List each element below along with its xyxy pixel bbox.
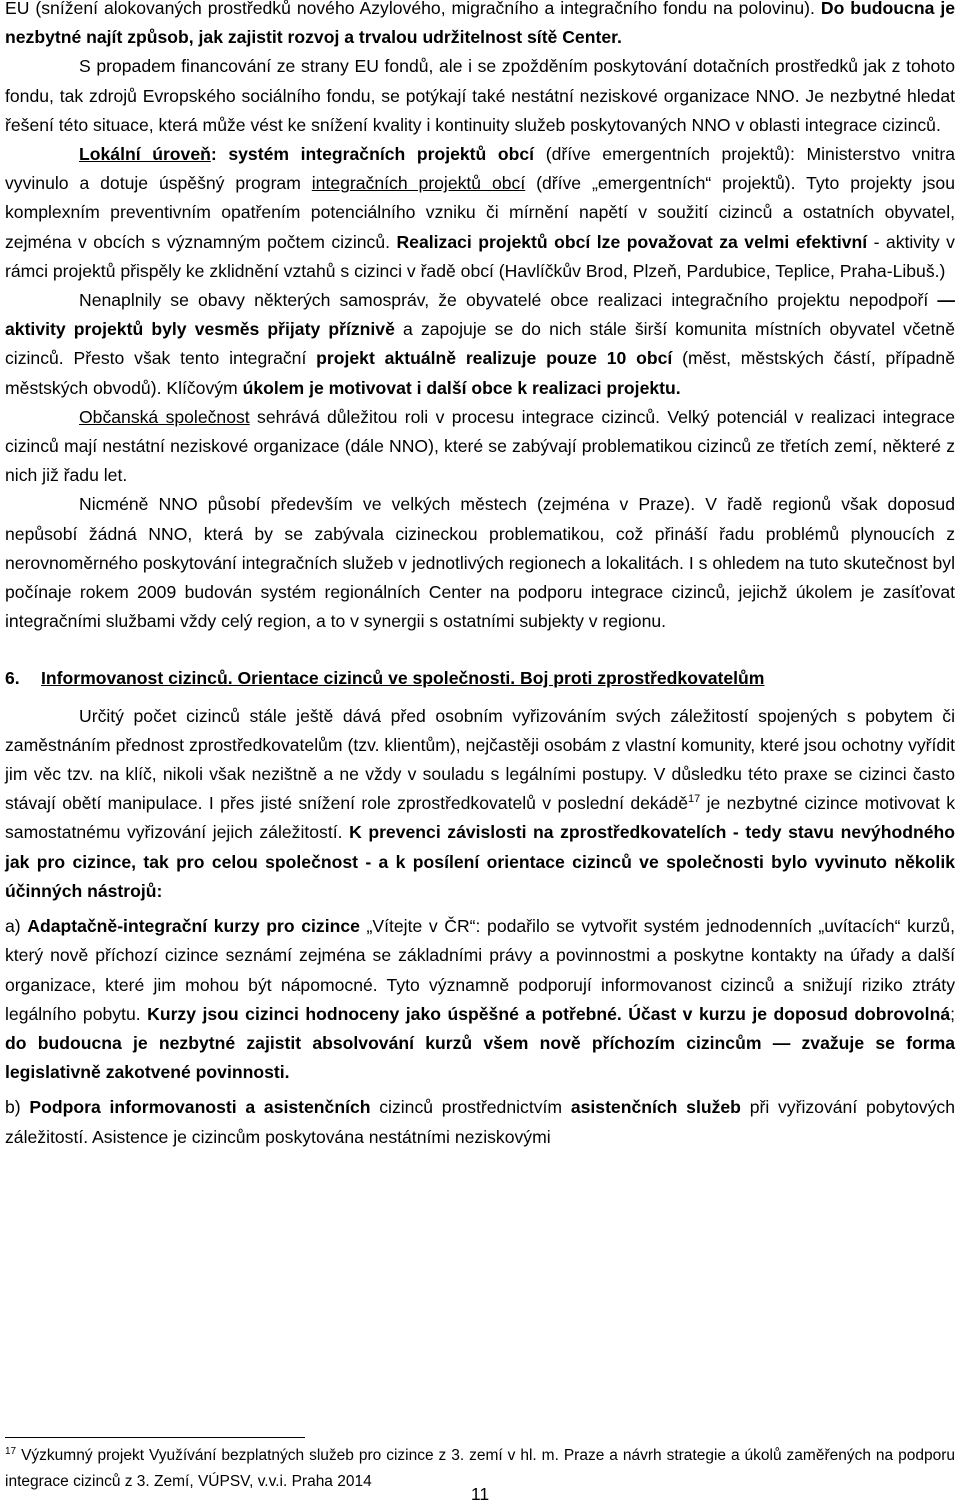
section-number: 6.: [5, 668, 20, 689]
bold-text: asistenčních služeb: [570, 1097, 741, 1118]
paragraph-courses: [5, 912, 955, 1087]
paragraph-municipalities: [5, 286, 955, 403]
underlined-text: integračních projektů obcí: [311, 173, 526, 194]
bold-text: Podpora informovanosti a asistenčních: [29, 1097, 371, 1118]
bold-text: Do budoucna je nezbytné najít způsob, jak zajistit rozvoj a trvalou udržitelnost sítě Center.: [5, 0, 955, 48]
text: Nenaplnily se obavy některých samospráv, že obyvatelé obce realizaci integračního projektu nepodpoří: [79, 290, 938, 311]
bold-text: Kurzy jsou cizinci hodnoceny jako úspěšné a potřebné. Účast v kurzu je doposud dobrovolná: [147, 1003, 951, 1024]
text: EU (snížení alokovaných prostředků nového Azylového, migračního a integračního fondu na polovinu).: [5, 0, 821, 18]
underlined-text: Občanská společnost: [79, 406, 250, 427]
paragraph-funding-drop: [5, 52, 955, 140]
list-marker: a): [5, 916, 28, 937]
text: S propadem financování ze strany EU fondů, ale i se zpožděním poskytování dotačních prostředků jak z tohoto fondu, tak zdrojů Evropského sociálního fondu, se potýkají také nestátní neziskové organizace NNO.: [5, 56, 955, 106]
text: Nicméně NNO působí především ve velkých městech (zejména v Praze). V řadě regionů však doposud nepůsobí žádná NNO, která by se zabývala cizineckou problematikou, což přináší řadu problémů plynoucích z nerovnoměrného poskytování integračních služeb v jednotlivých regionech a lokalitách. I s ohledem na tuto skutečnost byl počínaje rokem 2009 budován systém regionálních Center na podporu integrace cizinců, jejichž úkolem je zasíťovat integračními službami vždy celý region, a to v synergii s ostatními subjekty v regionu.: [5, 494, 955, 632]
bold-text: projekt aktuálně realizuje pouze 10 obcí: [316, 348, 673, 369]
text: ;: [950, 1003, 955, 1024]
section-title: Informovanost cizinců. Orientace cizinců ve společnosti. Boj proti zprostředkovatelům: [41, 668, 765, 689]
section-heading: [5, 664, 955, 693]
bold-text: úkolem je motivovat i další obce k realizaci projektu.: [242, 377, 681, 398]
footnote-divider: [5, 1437, 305, 1438]
bold-text: Realizaci projektů obcí lze považovat za velmi efektivní: [396, 231, 868, 252]
text: je nezbytné cizince motivovat k samostatnému vyřizování jejich záležitostí.: [5, 793, 956, 843]
bold-text: do budoucna je nezbytné zajistit absolvování kurzů všem nově příchozím cizincům — zvažuje se forma legislativně zakotvené povinnosti.: [5, 1032, 955, 1083]
bold-text: — aktivity projektů byly vesměs přijaty příznivě: [5, 290, 955, 340]
footnote-text: Výzkumný projekt Využívání bezplatných služeb pro cizince z 3. zemí v hl. m. Praze a návrh strategie a úkolů zaměřených na podporu integrace cizinců z 3. Zemí, VÚPSV, v.v.i. Praha 2014: [5, 1447, 955, 1490]
text: cizinců prostřednictvím: [370, 1097, 571, 1118]
text: sehrává důležitou roli v procesu integrace cizinců. Velký potenciál v realizaci integrace cizinců mají nestátní neziskové organizace (dále NNO), které se zabývají problematikou cizinců ze třetích zemí, některé z nich již řadu let.: [5, 406, 955, 486]
underlined-bold-text: Lokální úroveň: [79, 144, 211, 165]
text: (dříve „emergentních“ projektů). Tyto projekty jsou komplexním preventivním opatřením potenciálního vzniku či mírnění napětí v soužití cizinců a ostatních obyvatel, zejména v obcích s významným počtem cizinců.: [5, 173, 955, 252]
paragraph-eu-funds: [5, 0, 955, 52]
text: Je nezbytné hledat řešení této situace, která může vést ke snížení kvality i kontinuity služeb poskytovaných NNO v oblasti integrace cizinců.: [5, 85, 955, 135]
document-body: [5, 0, 955, 1152]
text: „Vítejte v ČR“: podařilo se vytvořit systém jednodenních „uvítacích“ kurzů, který nově příchozí cizince seznámí zejména se základními právy a povinnostmi a poskytne kontakty na úřady a další organizace, které jim mohou být nápomocné. Tyto významně podporují informovanost cizinců a snižují riziko ztráty legálního pobytu.: [5, 916, 955, 1024]
bold-text: : systém integračních projektů obcí: [210, 144, 535, 165]
paragraph-intermediaries: [5, 702, 955, 906]
bold-text: Adaptačně-integrační kurzy pro cizince: [27, 916, 360, 937]
footnote-reference: 17: [688, 793, 701, 806]
text: (měst, městských částí, případně městských obvodů). Klíčovým: [5, 348, 955, 398]
text: - aktivity v rámci projektů přispěly ke zklidnění vztahů s cizinci v řadě obcí (Havlíčkův Brod, Plzeň, Pardubice, Teplice, Praha-Libuš.): [5, 231, 955, 281]
footnote-number: 17: [5, 1445, 17, 1457]
paragraph-regional-centers: [5, 490, 955, 636]
paragraph-civil-society: [5, 403, 955, 491]
text: (dříve emergentních projektů): Ministerstvo vnitra vyvinulo a dotuje úspěšný program: [5, 144, 955, 194]
paragraph-local-level: [5, 140, 955, 286]
text: Určitý počet cizinců stále ještě dává před osobním vyřizováním svých záležitostí spojených s pobytem či zaměstnáním přednost zprostředkovatelům (tzv. klientům), nejčastěji osobám z vlastní komunity, které jsou ochotny vyřídit jim věc tzv. na klíč, nikoli však nezištně a ne vždy v souladu s legálními postupy. V důsledku této praxe se cizinci často stávají obětí manipulace. I přes jisté snížení role zprostředkovatelů v poslední dekádě: [5, 705, 955, 814]
bold-text: K prevenci závislosti na zprostředkovatelích - tedy stavu nevýhodného jak pro cizince, tak pro celou společnost - a k posílení orientace cizinců ve společnosti bylo vyvinuto několik účinných nástrojů:: [5, 822, 955, 901]
text: a zapojuje se do nich stále širší komunita místních obyvatel včetně cizinců. Přesto však tento integrační: [5, 319, 955, 369]
text: při vyřizování pobytových záležitostí. Asistence je cizincům poskytována nestátními neziskovými: [5, 1097, 955, 1147]
page-number: 11: [470, 1484, 490, 1504]
paragraph-assistance: [5, 1093, 955, 1151]
list-marker: b): [5, 1097, 30, 1118]
